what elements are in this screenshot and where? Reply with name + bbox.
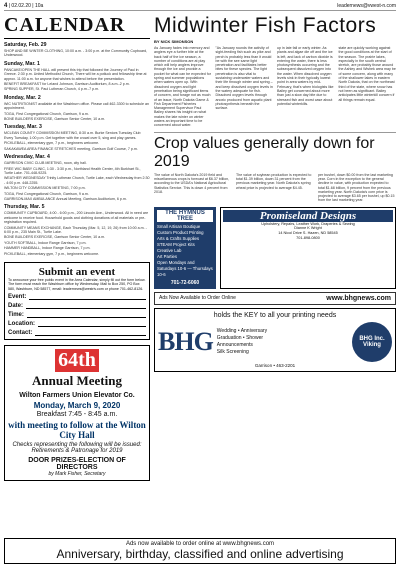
online-ads-banner[interactable] [154, 292, 396, 305]
form-field[interactable] [8, 312, 146, 318]
footer-line-1: Ads now available to order online at www.bhgnews.com [125, 541, 275, 547]
calendar-event: HAMMER HANDBALL, Indoor Range Garrison, 7 p.m. [4, 246, 91, 251]
hymnus-item: Creative Lab [157, 247, 182, 253]
bhg-items [217, 328, 348, 356]
form-field[interactable] [8, 330, 146, 336]
hymnus-item: Small Artisan Boutique [157, 223, 201, 229]
hymnus-item: Custom Product Printing [157, 229, 204, 235]
door-prizes: DOOR PRIZES-ELECTION OF DIRECTORS [28, 456, 126, 471]
calendar-event: WILTON CITY COMMISSION MEETING, 7:00 p.m. [4, 186, 86, 191]
form-field[interactable] [8, 303, 146, 309]
hymnus-items [157, 224, 213, 260]
anniversary-number: 64th [55, 349, 99, 372]
calendar-day-heading: Monday, Mar. 2 [4, 94, 41, 101]
hymnus-phone: 701-72-6060 [170, 279, 200, 286]
calendar-event: WIC NUTRITIONIST available at the Washburn office. Please call 462-3300 to schedule an appointment. [4, 101, 149, 111]
form-field-label: Time: [8, 311, 24, 318]
crop-col-2: The value of soybean production is expected to total $1.39 billion, down 31 percent from the previous marketing year. North Dakota's spring wheat price is projected to average $4.45. [236, 172, 312, 190]
footer-banner[interactable] [4, 538, 396, 564]
calendar-event: PANCAKE/OPEN THE HALL will present this trip that followed the Journey of Paul in Greece. 2:30 p.m. United Methodist Church, There will be a potluck and fellowship time at approx. 11:00 a.m. for anyone that wishes to attend before the presentation. [4, 67, 147, 81]
bhg-item: Silk Screening [216, 348, 249, 355]
calendar-event: MCLEAN COUNTY COMMISSION MEETING, 8:30 a.m. Burke Seniors Tuesday Club Every Tuesday, 1:00 p.m. Get together with the crowd over 5, sing and play games. [4, 131, 141, 140]
hymnus-item: STEAM Project Kits [157, 241, 195, 247]
meeting-date: Monday, March 9, 2020 [33, 400, 121, 410]
form-field-label: Contact: [8, 329, 33, 336]
bhg-logo: BHG [158, 326, 213, 356]
issue-date: 02.02.20 | 10a [11, 3, 44, 9]
secretary-line: by Mark Fisher, Secretary [48, 470, 106, 477]
main-column [154, 14, 396, 372]
calendar-event: WEATHER WEDNESDAY Trinity Lutheran Church, Turtle Lake, each Wednesday from 2:30 - 4:00 p.m. 448-2255. [4, 176, 150, 185]
form-field-line[interactable] [26, 303, 146, 309]
calendar-event: GARRISON CIVIC CLUB MEETING, noon, city hall. [4, 161, 87, 166]
article-col-4: state are quickly working against the good conditions at the start of the season. The prairie lakes, especially in the south central stretch, are probably those around the Ashley and Wishek area may be of some concern, along with many of the shallower lakes in eastern North Dakota, that on the northeast third of the state, where snow has not been as significant. Bailey anticipates little winterkill concern if all things remain equal. [338, 46, 396, 102]
article-col-2: "As January rounds the activity of sight-feeding fish such as pike and perch is probably less than it would be with the see same light penetration and facilitates better bites for these species. The light penetration is also vital to sustaining underwater waters and their life through winter and spring – and keep dissolved oxygen levels in the watery adequate for fish. Dissolved oxygen levels through anoxic produced from aquatic plant photosynthesis beneath the surface. [215, 46, 273, 111]
crop-body [154, 173, 396, 203]
submit-body: To announce your free public event in the Area Calendar, simply fill out the form below. The form must reach the Washburn office by Wednesday. Mail to Box 250, PO Box 580, Washburn, ND 58577, email: leadernews@westriv.com or phone 701-462-8126. [8, 278, 146, 291]
bhg-tagline: holds the KEY to all your printing needs [213, 311, 337, 319]
calendar-event: COMMUNITY CUPBOARD, 4:00 - 6:00 p.m., 200 Lincoln Ave., Underwood. All in need are welcome to receive food. Household goods and clothing donations of all materials or pre-registration required. [4, 211, 149, 225]
hymnus-title: THE HYMNUS TREE [157, 210, 213, 222]
article-col-1: As January fades into memory and anglers eye a further bite at the back half of the ice season, a number of conditions are at play which will help anglers improve through the ice and provide a pocket for what can be expected for spring and summer populations when waters open up. With dissolved oxygen and light penetration being significant items of concern, and forage not as much of an issue, North Dakota Game & Fish Department Fisheries Management Supervisor Paul Bailey shares his insight on what makes the late winter on winter waters an important time to be concerned about water. [154, 46, 211, 128]
ads-row [154, 207, 396, 289]
meeting-location: with meeting to follow at the Wilton City Hall [8, 419, 146, 440]
calendar-event: SHOP AND BE WINTER CLOTHING, 10:00 a.m. - 3:00 p.m. at the Community Cupboard, Underwood. [4, 49, 148, 58]
calendar-event: PICKLEBALL, elementary gym, 7 p.m., beginners welcome. [4, 251, 100, 256]
submit-event-form [4, 262, 150, 340]
article-title: Midwinter Fish Factors [154, 14, 377, 37]
form-field-line[interactable] [38, 321, 146, 327]
annual-meeting-ad [4, 345, 150, 481]
promise-title: Promiseland Designs [223, 210, 393, 222]
crop-col-3: per bushel, down $0.00 from the last marketing year. Corn in the exception to the general decline in value, with production expected to total $1.68 billion, 9 percent from the previous marketing year. North Dakota's corn price is projected to average $3.65 per bushel, up $0.15 from the last marketing year. [318, 172, 395, 203]
form-field-label: Event: [8, 293, 27, 300]
calendar-event: TOGA, First Congregational Church, Garrison, 9 a.m. [4, 111, 89, 116]
submit-title: Submit an event [38, 266, 116, 278]
calendar-day-heading: Saturday, Feb. 29 [4, 42, 47, 48]
article-body [154, 46, 396, 128]
article-col-3: up in late fall or early winter. As plants and algae die off and the ice is left, and lack of carbon dioxide is entering the water, there is less photosynthesis occurring and the subsequent dissolved oxygen into the water. When dissolved oxygen levels sink in their typically lowest point in area waters by mid-February, that's when biologists like Bailey get concerned about more than just a slow day bite due to stressed fish and worst case about potential winterkills. [277, 46, 334, 106]
bhg-item: Announcements [216, 341, 253, 348]
calendar-event: TOGA, First Congregational Church, Garrison, 9 a.m. [4, 191, 89, 196]
site-link[interactable]: leadernews@vwest-n.com [337, 3, 396, 9]
calendar-event: BONE BUILDERS EXERCISE, Garrison Senior Center, 10 a.m. [4, 117, 106, 122]
calendar-title: CALENDAR [4, 14, 150, 39]
calendar-event: FREE WIC BABY CLINIC, 1:30 - 3:30 p.m., Northland Health Center, 4th Burkhart St., Turtle Lake. 701-448-9225. [4, 166, 141, 175]
form-field[interactable] [8, 321, 146, 327]
hymnus-hours: Open Mondays and Saturdays 10-6 — Thursdays 10-6 [157, 259, 213, 277]
hymnus-item: Art Parties [157, 253, 178, 259]
form-field-line[interactable] [27, 312, 146, 318]
form-field[interactable] [8, 294, 146, 300]
bhg-item: Wedding • Anniversary [216, 327, 268, 334]
checks-note: Checks representing the following will be issued: Retirements & Patronage for 2019 [12, 441, 142, 454]
calendar-day-heading: Tuesday, Mar. 3 [4, 124, 42, 131]
promise-phone: 701-898-0800 [296, 235, 320, 240]
annual-meeting-label: Annual Meeting [32, 372, 122, 388]
calendar-days [4, 42, 150, 256]
bhg-item: Graduation • Shower [216, 334, 264, 341]
hymnus-tree-ad [154, 207, 216, 289]
form-field-line[interactable] [35, 330, 146, 336]
promise-address: 14 Nicol Drive S. Hazen, ND 58545 [278, 230, 338, 235]
calendar-event: BONE BUILDERS EXERCISE, Garrison Senior Center, 10 a.m. [4, 235, 106, 240]
form-field-label: Location: [8, 320, 35, 327]
crop-col-1: The value of North Dakota's 2019 field and miscellaneous crops is forecast at $6.37 billion, according to the USDA's National Agricultural Statistics Service. This is down 4 percent from 2018. [154, 172, 230, 194]
calendar-event: YOUTH SOFTBALL, Indoor Range Garrison, 7 p.m. [4, 240, 87, 245]
page-number: 4 [4, 3, 8, 9]
crop-title: Crop values generally down for 2019 [154, 132, 396, 171]
bhg-phone: Garrison • 463-2201 [254, 362, 296, 368]
calendar-event: COMMUNITY MEANS EXCHANGE, Each Thursday (Mar. 5, 12, 19, 26) from 10:00 a.m. - 6:00 p.m., 235 Main St., Turtle Lake. [4, 225, 147, 234]
online-ads-line: Ads Now Available to Order Online [159, 295, 236, 302]
calendar-event: GARRISON-MAX AMBULANCE Annual Meeting, Garrison Auditorium, 6 p.m. [4, 196, 127, 201]
hymnus-item: Arts & Crafts Supplies [157, 235, 200, 241]
calendar-day-heading: Wednesday, Mar. 4 [4, 154, 50, 161]
calendar-event: SAKAKAWEA AREA FINANCE STRETCHES meeting, Garrison Golf Course, 7 p.m. [4, 146, 138, 151]
calendar-column [4, 14, 150, 481]
calendar-event: SPRING SUPPER, St. Paul Lutheran Church, 4 p.m.-7 p.m. [4, 87, 100, 92]
promise-name: Dianne K Wright [294, 226, 322, 231]
calendar-day-heading: Sunday, Mar. 1 [4, 60, 40, 67]
page-header: 4 | 02.02.20 | 10a leadernews@vwest-n.com [4, 3, 396, 9]
calendar-event: BENEFIT BREAKFAST for Leland Johnson, Garrison Auditorium, 8 a.m.-2 p.m. [4, 82, 130, 87]
form-fields [8, 294, 146, 336]
promise-tag: Upholstery, Repairs, Leather Work, Draperies & Sewing [261, 221, 355, 226]
form-field-label: Date: [8, 302, 24, 309]
company-name: Wilton Farmers Union Elevator Co. [19, 391, 135, 399]
form-field-line[interactable] [29, 294, 146, 300]
article-byline: BY NICK SIMONSON [154, 39, 194, 44]
calendar-day-heading: Thursday, Mar. 5 [4, 204, 45, 211]
breakfast-time: Breakfast 7:45 - 8:45 a.m. [36, 410, 118, 418]
online-ads-url[interactable]: www.bhgnews.com [326, 294, 391, 302]
calendar-event: PICKLEBALL, elementary gym, 7 p.m., beginners welcome. [4, 141, 100, 146]
footer-line-2: Anniversary, birthday, classified and online advertising [56, 547, 344, 561]
promiseland-ad [220, 207, 396, 289]
bhg-badge: BHG Inc. Viking [352, 322, 392, 362]
bhg-ad [154, 308, 396, 372]
